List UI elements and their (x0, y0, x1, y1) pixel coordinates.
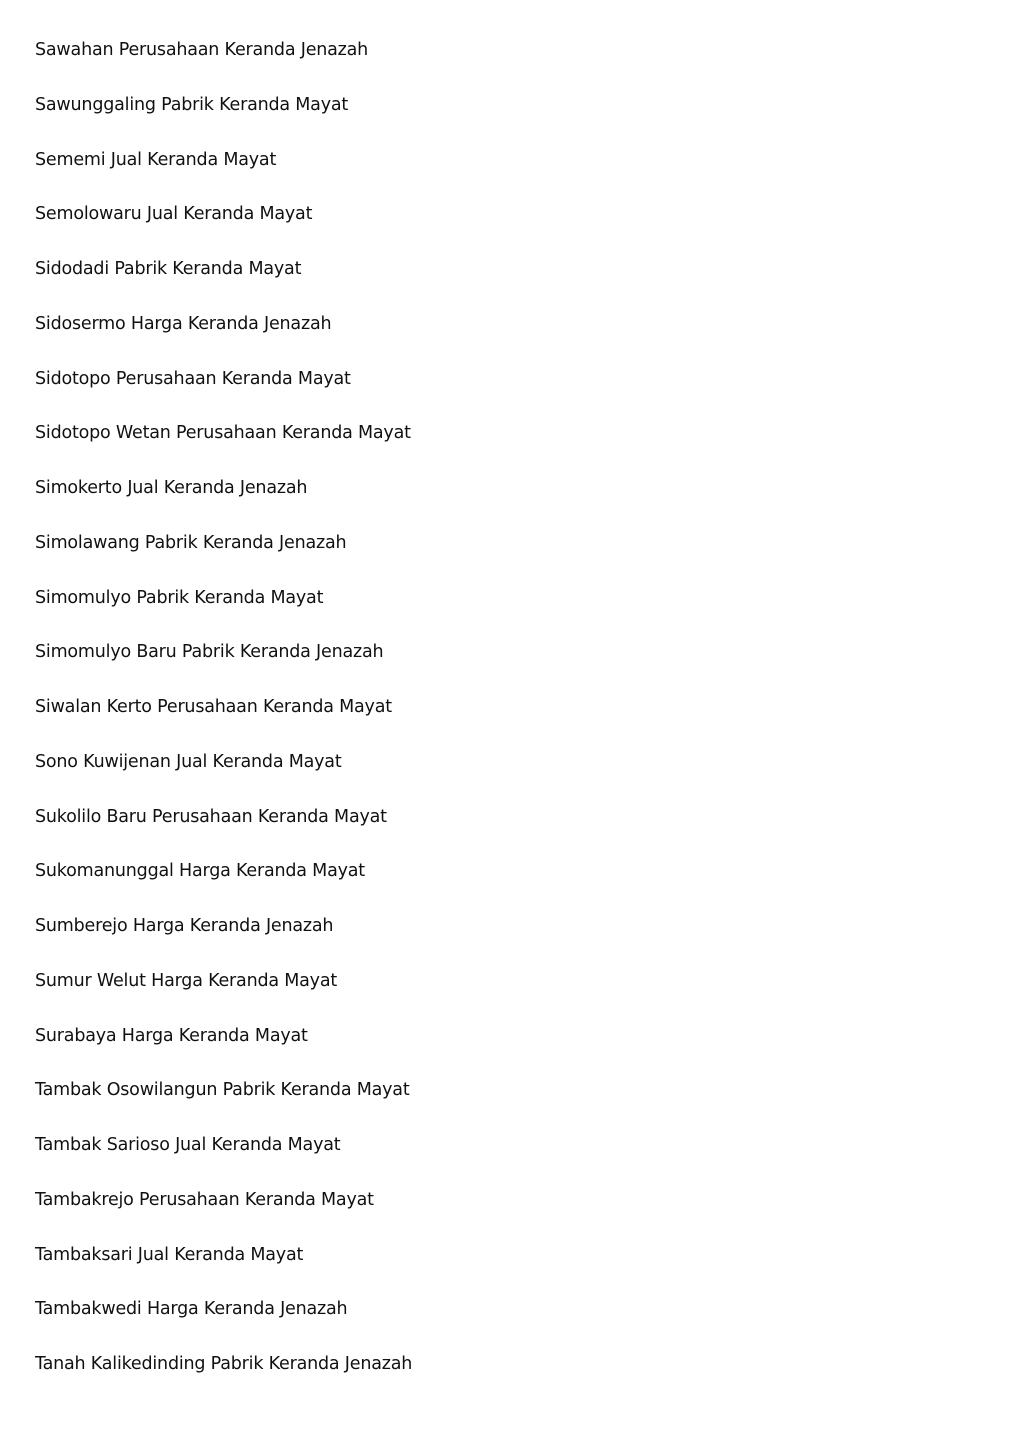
list-item: Simomulyo Baru Pabrik Keranda Jenazah (35, 642, 384, 663)
list-item: Tambakrejo Perusahaan Keranda Mayat (35, 1189, 374, 1210)
list-item: Sukomanunggal Harga Keranda Mayat (35, 861, 365, 882)
list-item: Tambakwedi Harga Keranda Jenazah (35, 1299, 348, 1320)
list-item: Tambaksari Jual Keranda Mayat (35, 1244, 304, 1265)
list-item: Sememi Jual Keranda Mayat (35, 149, 277, 170)
list-item: Sumur Welut Harga Keranda Mayat (35, 970, 338, 991)
list-item: Tambak Osowilangun Pabrik Keranda Mayat (35, 1080, 410, 1101)
list-item: Sidotopo Wetan Perusahaan Keranda Mayat (35, 423, 411, 444)
list-item: Simokerto Jual Keranda Jenazah (35, 478, 308, 498)
list-item: Simomulyo Pabrik Keranda Mayat (35, 587, 324, 608)
list-item: Simolawang Pabrik Keranda Jenazah (35, 532, 347, 553)
list-item: Sidotopo Perusahaan Keranda Mayat (35, 368, 351, 389)
list-item: Semolowaru Jual Keranda Mayat (35, 204, 313, 225)
list-item: Tambak Sarioso Jual Keranda Mayat (35, 1135, 341, 1155)
list-item: Siwalan Kerto Perusahaan Keranda Mayat (35, 697, 392, 717)
list-item: Sidosermo Harga Keranda Jenazah (35, 313, 332, 334)
list-item: Surabaya Harga Keranda Mayat (35, 1025, 308, 1046)
list-item: Sono Kuwijenan Jual Keranda Mayat (35, 751, 342, 772)
list-item: Sawahan Perusahaan Keranda Jenazah (35, 40, 369, 60)
list-item: Tanah Kalikedinding Pabrik Keranda Jenazah (35, 1354, 413, 1374)
list-item: Sukolilo Baru Perusahaan Keranda Mayat (35, 806, 387, 827)
list-item: Sumberejo Harga Keranda Jenazah (35, 916, 334, 936)
entry-list (35, 36, 935, 1405)
list-item: Sidodadi Pabrik Keranda Mayat (35, 259, 302, 279)
list-item: Sawunggaling Pabrik Keranda Mayat (35, 94, 349, 115)
